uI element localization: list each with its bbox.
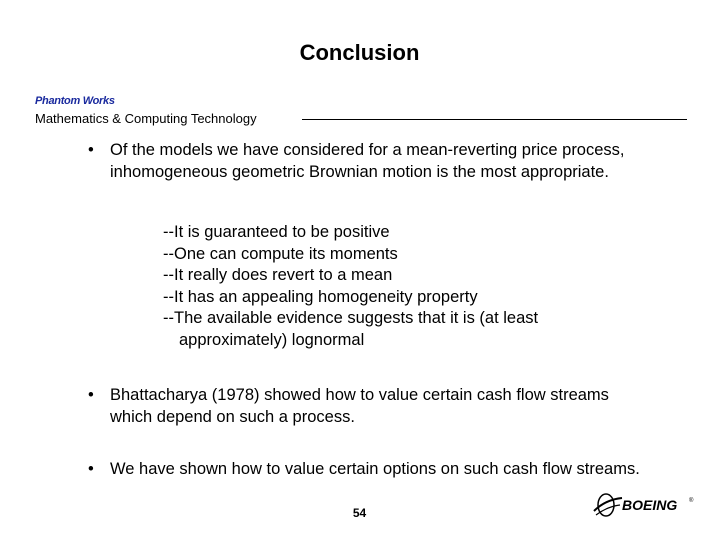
bullet-text: Bhattacharya (1978) showed how to value certain cash flow streams which depend on such a process. xyxy=(110,386,609,426)
brand-name: Phantom Works xyxy=(35,95,115,107)
bullet-point-3 xyxy=(88,458,648,480)
bullet-text: Of the models we have considered for a mean-reverting price process, inhomogeneous geometric Brownian motion is the most appropriate. xyxy=(110,141,625,181)
bullet-point-1 xyxy=(88,139,648,183)
boeing-symbol-icon xyxy=(594,494,622,516)
sub-point-list xyxy=(163,222,643,351)
page-number: 54 xyxy=(352,506,367,520)
bullet-icon: • xyxy=(88,141,94,159)
registered-mark: ® xyxy=(689,498,694,504)
sub-point: --It really does revert to a mean xyxy=(163,266,393,284)
logo-wordmark: BOEING xyxy=(622,497,678,513)
boeing-logo xyxy=(592,489,696,521)
slide-title: Conclusion xyxy=(299,40,420,65)
sub-point: --It is guaranteed to be positive xyxy=(163,223,390,241)
bullet-icon: • xyxy=(88,386,94,404)
sub-point: --It has an appealing homogeneity property xyxy=(163,287,478,306)
sub-point: --The available evidence suggests that it is (at least xyxy=(163,309,539,327)
bullet-point-2 xyxy=(88,384,648,428)
sub-point-continuation: approximately) lognormal xyxy=(179,330,365,349)
sub-point: --One can compute its moments xyxy=(163,244,398,263)
bullet-text: We have shown how to value certain options on such cash flow streams. xyxy=(110,460,640,478)
department-label: Mathematics & Computing Technology xyxy=(35,111,257,126)
header-divider xyxy=(302,119,687,120)
bullet-icon: • xyxy=(88,460,94,478)
